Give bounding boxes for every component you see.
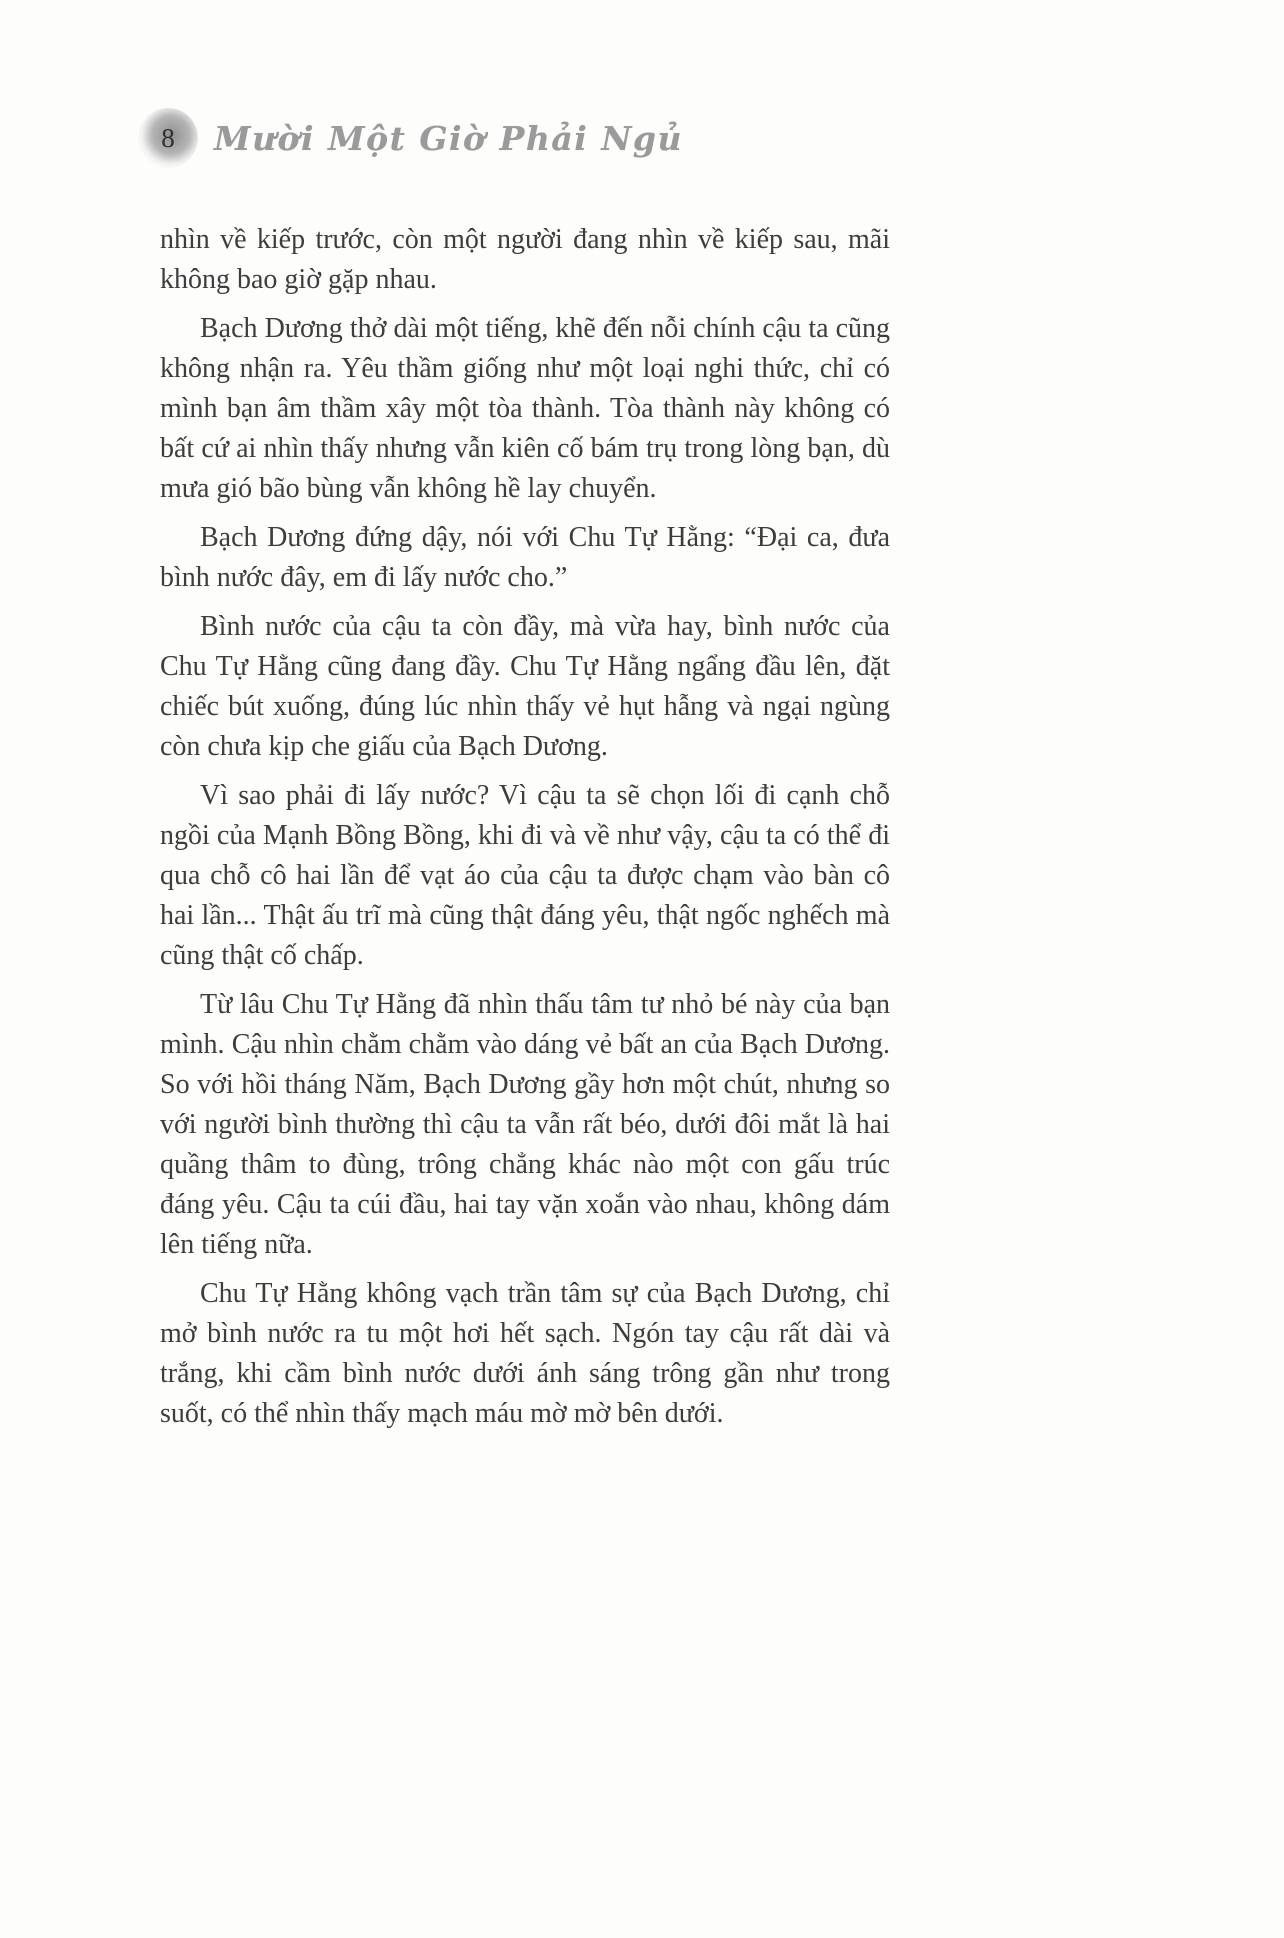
- running-head-title: Mười Một Giờ Phải Ngủ: [214, 118, 683, 158]
- paragraph: nhìn về kiếp trước, còn một người đang nhìn về kiếp sau, mãi không bao giờ gặp nhau.: [160, 224, 890, 295]
- paragraph: Bạch Dương thở dài một tiếng, khẽ đến nỗi chính cậu ta cũng không nhận ra. Yêu thầm giống như một loại nghi thức, chỉ có mình bạn âm thầm xây một tòa thành. Tòa thành này không có bất cứ ai nhìn thấy nhưng vẫn kiên cố bám trụ trong lòng bạn, dù mưa gió bão bùng vẫn không hề lay chuyển.: [160, 313, 890, 504]
- paragraph: Bình nước của cậu ta còn đầy, mà vừa hay, bình nước của Chu Tự Hằng cũng đang đầy. Chu Tự Hằng ngẩng đầu lên, đặt chiếc bút xuống, đúng lúc nhìn thấy vẻ hụt hẫng và ngại ngùng còn chưa kịp che giấu của Bạch Dương.: [160, 611, 890, 762]
- paragraph: Bạch Dương đứng dậy, nói với Chu Tự Hằng: “Đại ca, đưa bình nước đây, em đi lấy nước cho.”: [160, 522, 890, 593]
- paragraph: Từ lâu Chu Tự Hằng đã nhìn thấu tâm tư nhỏ bé này của bạn mình. Cậu nhìn chằm chằm vào dáng vẻ bất an của Bạch Dương. So với hồi tháng Năm, Bạch Dương gầy hơn một chút, nhưng so với người bình thường thì cậu ta vẫn rất béo, dưới đôi mắt là hai quầng thâm to đùng, trông chẳng khác nào một con gấu trúc đáng yêu. Cậu ta cúi đầu, hai tay vặn xoắn vào nhau, không dám lên tiếng nữa.: [160, 989, 890, 1260]
- page-number-badge: [138, 108, 198, 168]
- page-header: [0, 0, 1284, 168]
- paragraph: Chu Tự Hằng không vạch trần tâm sự của Bạch Dương, chỉ mở bình nước ra tu một hơi hết sạch. Ngón tay cậu rất dài và trắng, khi cầm bình nước dưới ánh sáng trông gần như trong suốt, có thể nhìn thấy mạch máu mờ mờ bên dưới.: [160, 1278, 890, 1429]
- page-number: 8: [161, 122, 175, 153]
- page-body: [160, 220, 890, 1434]
- paragraph: Vì sao phải đi lấy nước? Vì cậu ta sẽ chọn lối đi cạnh chỗ ngồi của Mạnh Bồng Bồng, khi đi và về như vậy, cậu ta có thể đi qua chỗ cô hai lần để vạt áo của cậu ta được chạm vào bàn cô hai lần... Thật ấu trĩ mà cũng thật đáng yêu, thật ngốc nghếch mà cũng thật cố chấp.: [160, 780, 890, 971]
